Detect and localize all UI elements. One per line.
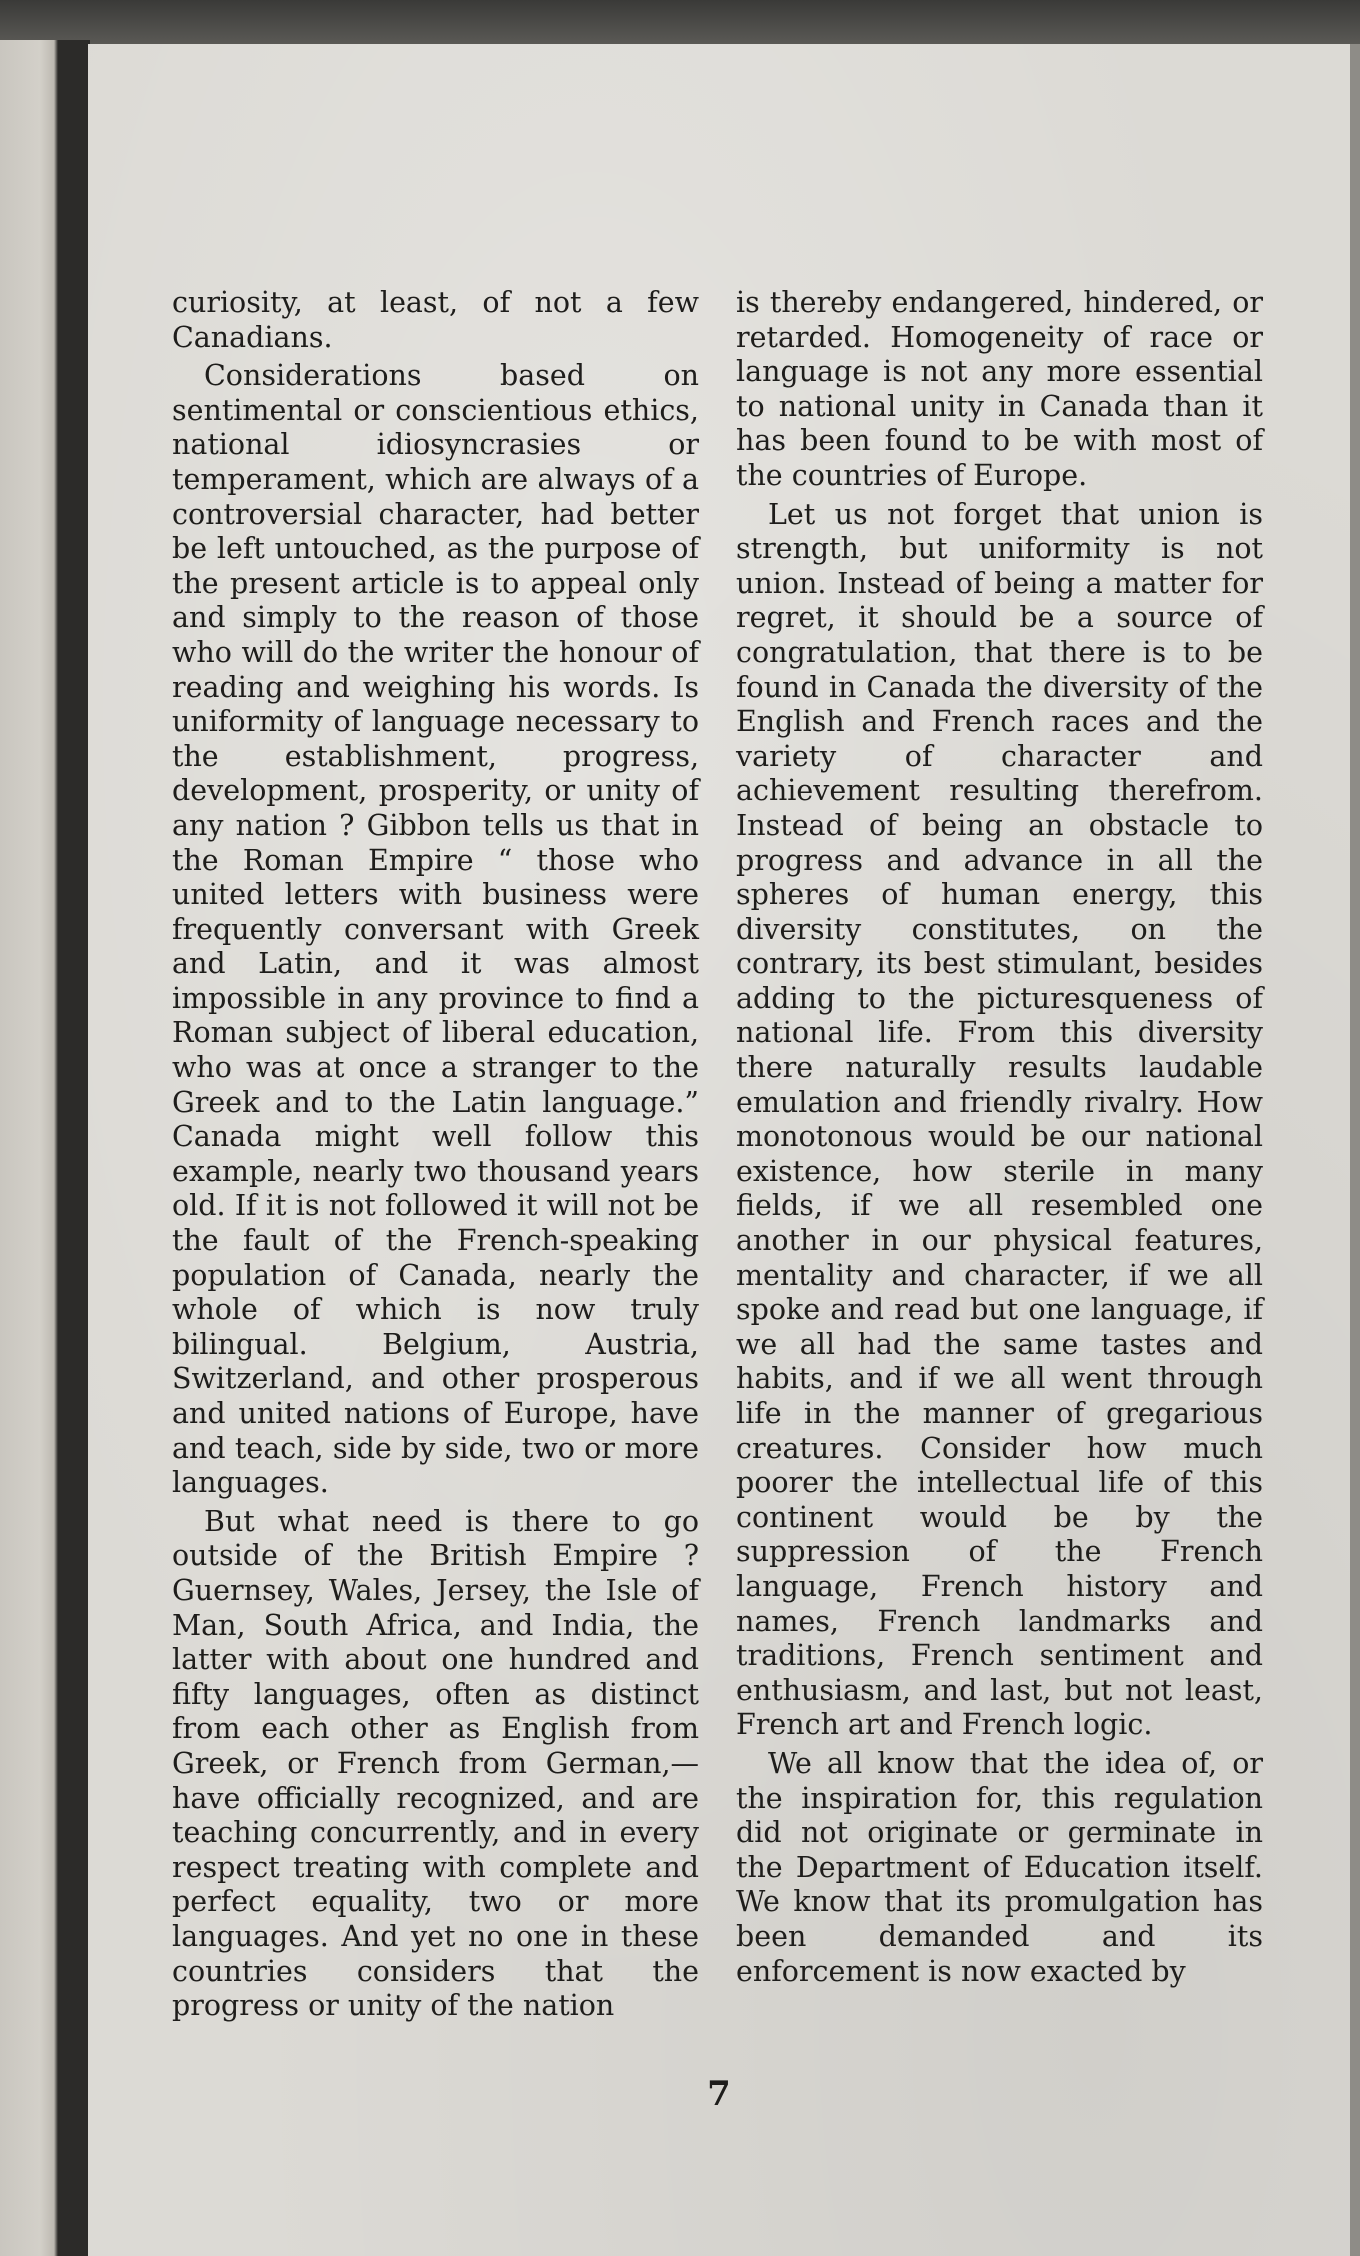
paragraph: is thereby endangered, hindered, or retarded. Homogeneity of race or language is not any more essential to national unity in Canada than it has been found to be with most of the countries of Europe.	[736, 286, 1263, 492]
book-page	[88, 44, 1350, 2256]
page-number: 7	[707, 2074, 731, 2114]
paragraph: Considerations based on sentimental or conscientious ethics, national idiosyncrasies or temperament, which are always of a controversial character, had better be left untouched, as the purpose of the present article is to appeal only and simply to the reason of those who will do the writer the honour of reading and weighing his words. Is uniformity of language necessary to the establishment, progress, development, prosperity, or unity of any nation ? Gibbon tells us that in the Roman Empire “ those who united letters with business were frequently conversant with Greek and Latin, and it was almost impossible in any province to find a Roman subject of liberal education, who was at once a stranger to the Greek and to the Latin language.” Canada might well follow this example, nearly two thousand years old. If it is not followed it will not be the fault of the French-speaking population of Canada, nearly the whole of which is now truly bilingual. Belgium, Austria, Switzerland, and other prosperous and united nations of Europe, have and teach, side by side, two or more languages.	[172, 359, 699, 1500]
book-spine-shadow	[60, 40, 90, 2256]
left-text-column	[172, 286, 699, 2024]
right-text-column	[736, 286, 1263, 1989]
adjacent-page-edge	[0, 40, 62, 2256]
paragraph: But what need is there to go outside of the British Empire ? Guernsey, Wales, Jersey, the Isle of Man, South Africa, and India, the latter with about one hundred and fifty languages, often as distinct from each other as English from Greek, or French from German,— have officially recognized, and are teaching concurrently, and in every respect treating with complete and perfect equality, two or more languages. And yet no one in these countries considers that the progress or unity of the nation	[172, 1504, 699, 2023]
paragraph: We all know that the idea of, or the inspiration for, this regulation did not originate or germinate in the Department of Education itself. We know that its promulgation has been demanded and its enforcement is now exacted by	[736, 1746, 1263, 1988]
scan-top-border	[0, 0, 1360, 44]
paragraph: Let us not forget that union is strength, but uniformity is not union. Instead of being a matter for regret, it should be a source of congratulation, that there is to be found in Canada the diversity of the English and French races and the variety of character and achievement resulting therefrom. Instead of being an obstacle to progress and advance in all the spheres of human energy, this diversity constitutes, on the contrary, its best stimulant, besides adding to the picturesqueness of national life. From this diversity there naturally results laudable emulation and friendly rivalry. How monotonous would be our national existence, how sterile in many fields, if we all resembled one another in our physical features, mentality and character, if we all spoke and read but one language, if we all had the same tastes and habits, and if we all went through life in the manner of gregarious creatures. Consider how much poorer the intellectual life of this continent would be by the suppression of the French language, French history and names, French landmarks and traditions, French sentiment and enthusiasm, and last, but not least, French art and French logic.	[736, 497, 1263, 1742]
paragraph: curiosity, at least, of not a few Canadians.	[172, 286, 699, 354]
